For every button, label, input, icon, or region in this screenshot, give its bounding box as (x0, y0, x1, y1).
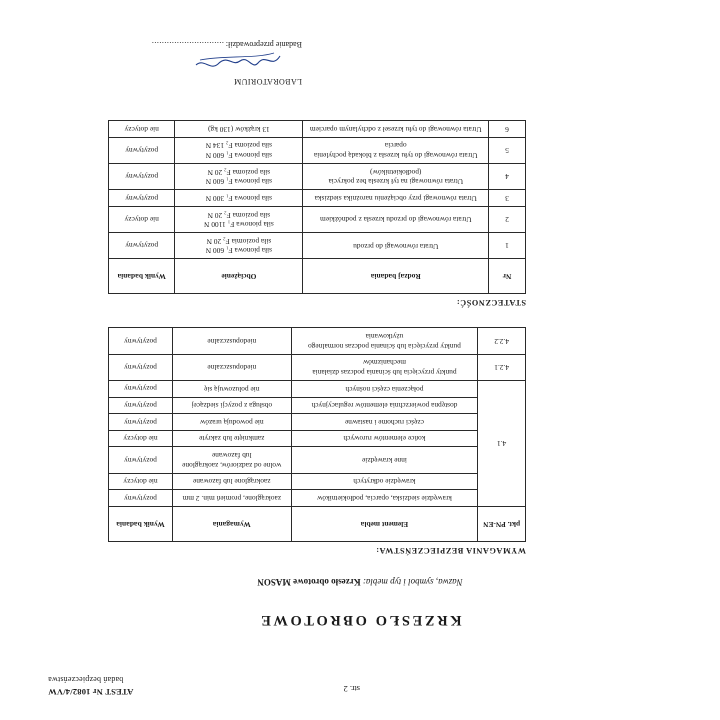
element-cell: krawędzie siedziska, oparcia, podłokietników (291, 490, 478, 507)
table-row (109, 121, 526, 138)
element-cell: inne krawędzie (291, 447, 478, 473)
handwritten-signature (192, 51, 284, 71)
column-header-element: Element mebla (291, 507, 478, 542)
result-cell: pozytywny (109, 137, 175, 163)
requirement-cell: nie poluzowują się (172, 381, 291, 398)
result-cell: pozytywny (109, 414, 173, 431)
row-number: 2 (489, 207, 526, 233)
element-cell: części ruchome i nastawne (291, 414, 478, 431)
requirement-cell: nie powodują urazów (172, 414, 291, 431)
result-cell: pozytywny (109, 490, 173, 507)
laboratory-label: LABORATORIUM (233, 77, 302, 87)
requirement-cell: zamknięte lub zakryte (172, 430, 291, 447)
test-name-cell: Utrata równowagi przy obciążeniu narożnika siedziska (303, 190, 489, 207)
product-subtitle-value: Krzesło obrotowe MASON (257, 577, 361, 587)
requirement-cell: obsługa z pozycji siedzącej (172, 397, 291, 414)
row-number: 4 (489, 164, 526, 190)
requirement-cell: niedopuszczalne (172, 354, 291, 380)
table-row (109, 137, 526, 163)
result-cell: nie dotyczy (109, 430, 173, 447)
table-row (109, 447, 526, 473)
column-header-result: Wynik badania (109, 507, 173, 542)
table-row (109, 354, 526, 380)
prepared-by-line (46, 40, 302, 49)
load-cell: siła pionowa F₁ 600 N siła pozioma F₂ 134 N (175, 137, 303, 163)
element-cell: końce elementów rurowych (291, 430, 478, 447)
result-cell: nie dotyczy (109, 473, 173, 490)
element-cell: punkty przycięcia lub ścinania podczas normalnego użytkowania (291, 328, 478, 354)
column-header-load: Obciążenie (175, 259, 303, 294)
requirement-code: 4.2.1 (478, 354, 526, 380)
table-row (109, 328, 526, 354)
table-row (109, 414, 526, 431)
test-name-cell: Utrata równowagi do przodu krzesła z podnóżkiem (303, 207, 489, 233)
table-header-row (109, 507, 526, 542)
page-title: KRZESŁO OBROTOWE (258, 612, 462, 628)
requirement-cell: zaokrąglone, promień min. 2 mm (172, 490, 291, 507)
row-number: 5 (489, 137, 526, 163)
column-header-requirement: Wymagania (172, 507, 291, 542)
safety-requirements-table (108, 328, 526, 543)
result-cell: nie dotyczy (109, 121, 175, 138)
element-cell: punkty przycięcia lub ścinania podczas działania mechanizmów (291, 354, 478, 380)
test-name-cell: Utrata równowagi do przodu (303, 233, 489, 259)
result-cell: pozytywny (109, 190, 175, 207)
prepared-by-label: Badanie przeprowadził: (225, 40, 302, 50)
row-number: 1 (489, 233, 526, 259)
row-number: 3 (489, 190, 526, 207)
load-cell: siła pionowa F₁ 600 N siła pozioma F₂ 20 N (175, 164, 303, 190)
strength-section-title: STATECZNOŚĆ: (456, 298, 526, 308)
page-number: str. 2 (343, 684, 360, 694)
table-row (109, 397, 526, 414)
load-cell: siła pionowa F₁ 300 N (175, 190, 303, 207)
result-cell: pozytywny (109, 354, 173, 380)
requirement-cell: zaokrąglone lub fazowane (172, 473, 291, 490)
table-row (109, 233, 526, 259)
requirement-code: 4.2.2 (478, 328, 526, 354)
result-cell: pozytywny (109, 447, 173, 473)
product-subtitle-label: Nazwa, symbol i typ mebla: (362, 577, 463, 587)
test-name-cell: Utrata równowagi do tyłu krzeseł z odchylanym oparciem (303, 121, 489, 138)
load-cell: siła pionowa F₁ 600 N siła poziomia F₂ 20 N (175, 233, 303, 259)
row-number: 6 (489, 121, 526, 138)
certificate-number: ATEST Nr 1082/4/VW (48, 687, 134, 697)
laboratory-subtitle: badań bezpieczeństwa (48, 675, 124, 685)
stability-table (108, 120, 526, 294)
column-header-nr: Nr (489, 259, 526, 294)
result-cell: pozytywny (109, 233, 175, 259)
table-row (109, 190, 526, 207)
requirement-cell: wolne od zadziorów, zaokrąglone lub fazowane (172, 447, 291, 473)
product-subtitle (46, 577, 674, 587)
requirement-code: 4.1 (478, 381, 526, 507)
test-name-cell: Utrata równowagi na tył krzesła bez pokrycia (podłokietników) (303, 164, 489, 190)
result-cell: pozytywny (109, 164, 175, 190)
table-row (109, 490, 526, 507)
element-cell: krawędzie odkrytych (291, 473, 478, 490)
element-cell: dostępna powierzchnia elementów regulacyjnych (291, 397, 478, 414)
column-header-result: Wynik badania (109, 259, 175, 294)
element-cell: połączenia części nośnych (291, 381, 478, 398)
table-header-row (109, 259, 526, 294)
table-row (109, 207, 526, 233)
table-row (109, 430, 526, 447)
column-header-test: Rodzaj badania (303, 259, 489, 294)
table-row (109, 381, 526, 398)
load-cell: 13 krążków (130 kg) (175, 121, 303, 138)
test-name-cell: Utrata równowagi do tyłu krzesła z blokadą pochylenia oparcia (303, 137, 489, 163)
signature-block (46, 40, 302, 86)
table-row (109, 473, 526, 490)
table-row (109, 164, 526, 190)
signature-dots: ............................. (151, 40, 224, 50)
result-cell: nie dotyczy (109, 207, 175, 233)
safety-section-title: WYMAGANIA BEZPIECZEŃSTWA: (375, 546, 526, 555)
result-cell: pozytywny (109, 328, 173, 354)
document-header (48, 673, 133, 698)
load-cell: siła pionowa F₁ 1100 N siła pozioma F₂ 20 N (175, 207, 303, 233)
result-cell: pozytywny (109, 397, 173, 414)
column-header-code: pkt. PN-EN (478, 507, 526, 542)
requirement-cell: niedopuszczalne (172, 328, 291, 354)
result-cell: pozytywny (109, 381, 173, 398)
